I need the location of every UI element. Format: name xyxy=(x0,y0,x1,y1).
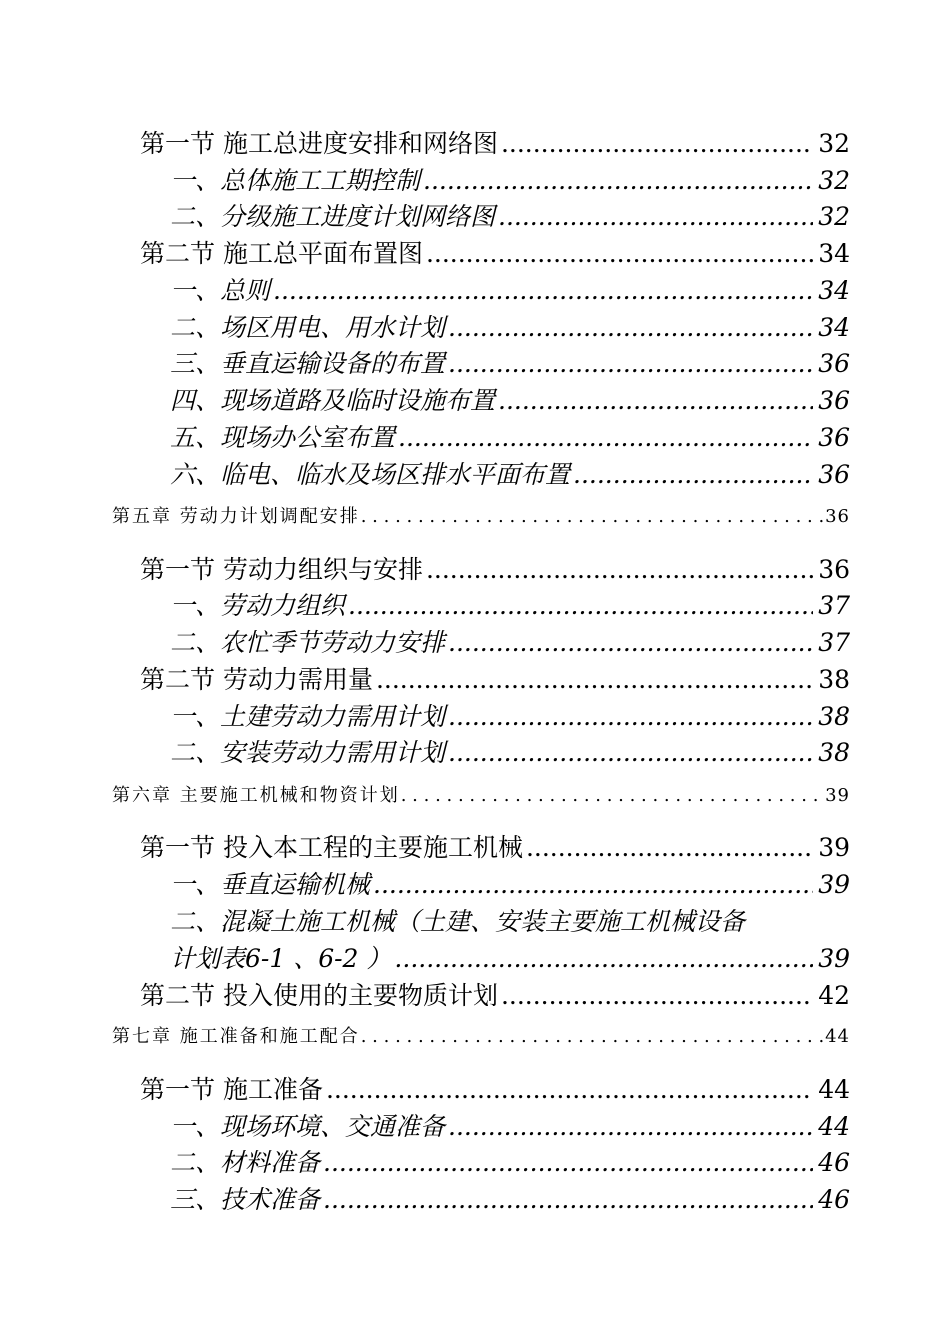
toc-leader-dots xyxy=(376,662,813,698)
toc-item-entry[interactable] xyxy=(170,1145,850,1181)
toc-item-entry[interactable] xyxy=(170,867,850,903)
toc-entry-title: 一、垂直运输机械 xyxy=(170,870,371,899)
toc-page-number: 36 xyxy=(818,555,850,584)
toc-item-entry[interactable] xyxy=(170,1109,850,1145)
toc-entry-title: 二、分级施工进度计划网络图 xyxy=(170,202,496,231)
toc-page-number: 32 xyxy=(818,129,850,158)
toc-leader-dots xyxy=(498,383,813,419)
toc-item-wrapped-first-line[interactable]: 二、混凝土施工机械（土建、安装主要施工机械设备 xyxy=(170,907,746,936)
toc-item-entry[interactable] xyxy=(170,941,850,977)
toc-entry-title: 一、土建劳动力需用计划 xyxy=(170,702,446,731)
toc-entry-title: 第二节 投入使用的主要物质计划 xyxy=(140,981,498,1010)
toc-chapter-entry[interactable] xyxy=(112,781,850,811)
toc-page-number: 38 xyxy=(818,738,850,767)
toc-entry-title: 二、安装劳动力需用计划 xyxy=(170,738,446,767)
toc-entry-title: 第一节 施工总进度安排和网络图 xyxy=(140,129,498,158)
toc-leader-dots xyxy=(323,1145,813,1181)
toc-leader-dots xyxy=(448,625,813,661)
toc-leader-dots xyxy=(361,502,823,532)
toc-leader-dots xyxy=(448,346,813,382)
toc-entry-title: 第一节 劳动力组织与安排 xyxy=(140,555,423,584)
toc-entry-title: 六、临电、临水及场区排水平面布置 xyxy=(170,460,571,489)
toc-leader-dots xyxy=(348,588,813,624)
toc-leader-dots xyxy=(498,199,813,235)
toc-page-number: 38 xyxy=(818,665,850,694)
toc-entry-title: 五、现场办公室布置 xyxy=(170,423,396,452)
toc-page-number: 32 xyxy=(818,166,850,195)
toc-page-number: 46 xyxy=(818,1148,850,1177)
toc-page-number: 44 xyxy=(825,1026,850,1047)
toc-item-entry[interactable] xyxy=(170,273,850,309)
toc-page-number: 37 xyxy=(818,628,850,657)
toc-entry-title: 二、材料准备 xyxy=(170,1148,321,1177)
toc-leader-dots xyxy=(448,1109,813,1145)
toc-leader-dots xyxy=(448,735,813,771)
toc-chapter-entry[interactable] xyxy=(112,1022,850,1052)
toc-page-number: 44 xyxy=(818,1112,850,1141)
toc-entry-title: 一、现场环境、交通准备 xyxy=(170,1112,446,1141)
toc-section-entry[interactable] xyxy=(140,552,850,588)
toc-leader-dots xyxy=(423,163,813,199)
toc-entry-title: 第二节 施工总平面布置图 xyxy=(140,239,423,268)
toc-leader-dots xyxy=(323,1182,813,1218)
toc-page-number: 39 xyxy=(818,944,850,973)
toc-entry-title: 二、场区用电、用水计划 xyxy=(170,313,446,342)
toc-item-entry[interactable] xyxy=(170,1182,850,1218)
toc-section-entry[interactable] xyxy=(140,126,850,162)
toc-entry-title: 第六章 主要施工机械和物资计划 xyxy=(112,785,400,806)
toc-chapter-entry[interactable] xyxy=(112,502,850,532)
toc-section-entry[interactable] xyxy=(140,978,850,1014)
toc-entry-title: 一、劳动力组织 xyxy=(170,591,346,620)
toc-page-number: 34 xyxy=(818,276,850,305)
toc-item-entry[interactable] xyxy=(170,163,850,199)
toc-entry-title: 第一节 施工准备 xyxy=(140,1075,323,1104)
toc-entry-title: 第二节 劳动力需用量 xyxy=(140,665,373,694)
toc-leader-dots xyxy=(326,1072,813,1108)
toc-item-entry[interactable] xyxy=(170,420,850,456)
toc-page-number: 46 xyxy=(818,1185,850,1214)
toc-item-entry[interactable] xyxy=(170,625,850,661)
toc-item-entry[interactable] xyxy=(170,699,850,735)
toc-leader-dots xyxy=(398,420,813,456)
toc-leader-dots xyxy=(394,941,813,977)
toc-item-entry[interactable] xyxy=(170,199,850,235)
toc-page-number: 38 xyxy=(818,702,850,731)
toc-item-entry[interactable] xyxy=(170,346,850,382)
toc-entry-title: 三、技术准备 xyxy=(170,1185,321,1214)
toc-page-number: 37 xyxy=(818,591,850,620)
toc-page-number: 36 xyxy=(818,460,850,489)
toc-entry-title: 第五章 劳动力计划调配安排 xyxy=(112,506,360,527)
toc-leader-dots xyxy=(573,457,813,493)
toc-page-number: 36 xyxy=(818,423,850,452)
toc-section-entry[interactable] xyxy=(140,236,850,272)
toc-leader-dots xyxy=(501,978,813,1014)
toc-page-number: 32 xyxy=(818,202,850,231)
toc-page-number: 34 xyxy=(818,239,850,268)
toc-entry-title: 二、农忙季节劳动力安排 xyxy=(170,628,446,657)
toc-leader-dots xyxy=(448,699,813,735)
toc-entry-title: 一、总体施工工期控制 xyxy=(170,166,421,195)
toc-leader-dots xyxy=(501,126,813,162)
toc-item-entry[interactable] xyxy=(170,457,850,493)
toc-page-number: 36 xyxy=(818,386,850,415)
toc-page-number: 44 xyxy=(818,1075,850,1104)
toc-entry-title: 四、现场道路及临时设施布置 xyxy=(170,386,496,415)
toc-leader-dots xyxy=(273,273,813,309)
toc-item-entry[interactable] xyxy=(170,310,850,346)
toc-entry-title: 第一节 投入本工程的主要施工机械 xyxy=(140,833,523,862)
toc-item-entry[interactable] xyxy=(170,735,850,771)
toc-entry-title-continued: 计划表6-1 、6-2 ） xyxy=(170,944,392,973)
toc-section-entry[interactable] xyxy=(140,830,850,866)
toc-item-entry[interactable] xyxy=(170,383,850,419)
toc-page-number: 42 xyxy=(818,981,850,1010)
toc-page-number: 34 xyxy=(818,313,850,342)
toc-entry-title: 三、垂直运输设备的布置 xyxy=(170,349,446,378)
toc-leader-dots xyxy=(448,310,813,346)
toc-entry-title: 第七章 施工准备和施工配合 xyxy=(112,1026,360,1047)
toc-leader-dots xyxy=(426,552,813,588)
toc-item-entry[interactable] xyxy=(170,588,850,624)
toc-section-entry[interactable] xyxy=(140,1072,850,1108)
toc-leader-dots xyxy=(526,830,813,866)
toc-entry-title: 一、总则 xyxy=(170,276,271,305)
toc-page-number: 36 xyxy=(818,349,850,378)
toc-page-number: 39 xyxy=(818,870,850,899)
toc-leader-dots xyxy=(426,236,813,272)
toc-page-number: 39 xyxy=(818,833,850,862)
toc-leader-dots xyxy=(401,781,823,811)
toc-leader-dots xyxy=(373,867,813,903)
toc-section-entry[interactable] xyxy=(140,662,850,698)
toc-leader-dots xyxy=(361,1022,823,1052)
toc-page-number: 39 xyxy=(825,785,850,806)
toc-page-number: 36 xyxy=(825,506,850,527)
